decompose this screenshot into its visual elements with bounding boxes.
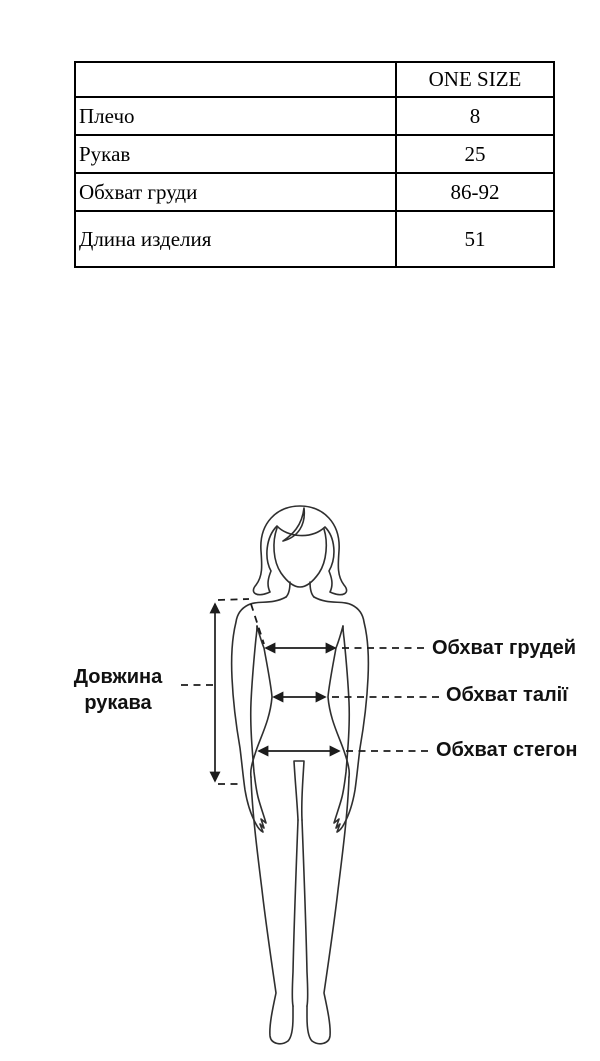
hips-girth-label: Обхват стегон: [436, 739, 578, 761]
table-row: [75, 173, 554, 211]
figure-crotch: [294, 761, 304, 820]
figure-right-leg: [307, 777, 349, 1044]
size-table: [74, 61, 555, 268]
row-sleeve-value: 25: [396, 135, 554, 173]
sleeve-top-dash: [218, 599, 249, 600]
size-table-header-empty-cell: [75, 62, 396, 97]
table-row: [75, 211, 554, 267]
figure-left-leg: [251, 777, 293, 1044]
row-shoulder-value: 8: [396, 97, 554, 135]
table-row: [75, 135, 554, 173]
row-shoulder-label: Плечо: [75, 97, 396, 135]
figure-neck: [286, 582, 314, 597]
row-chest-label: Обхват груди: [75, 173, 396, 211]
figure-hair: [253, 506, 346, 595]
table-row: [75, 97, 554, 135]
shoulder-to-chest-dash: [251, 604, 264, 644]
figure-face: [274, 528, 326, 587]
row-chest-value: 86-92: [396, 173, 554, 211]
figure-body-outline: [232, 506, 369, 1044]
chest-girth-label: Обхват грудей: [432, 637, 577, 659]
size-table-header-row: [75, 62, 554, 97]
figure-inner-legs: [292, 820, 308, 1006]
dashed-leader-lines: [181, 599, 441, 784]
row-length-value: 51: [396, 211, 554, 267]
sleeve-length-label-line2: рукава: [84, 692, 152, 714]
sleeve-length-label-line1: Довжина: [73, 666, 163, 688]
female-figure-illustration: [0, 480, 600, 1061]
sleeve-length-label: [48, 664, 188, 716]
row-length-label: Длина изделия: [75, 211, 396, 267]
waist-girth-label: Обхват талії: [446, 684, 568, 706]
row-sleeve-label: Рукав: [75, 135, 396, 173]
size-table-header-one-size: ONE SIZE: [396, 62, 554, 97]
measurement-diagram: [0, 480, 600, 1061]
